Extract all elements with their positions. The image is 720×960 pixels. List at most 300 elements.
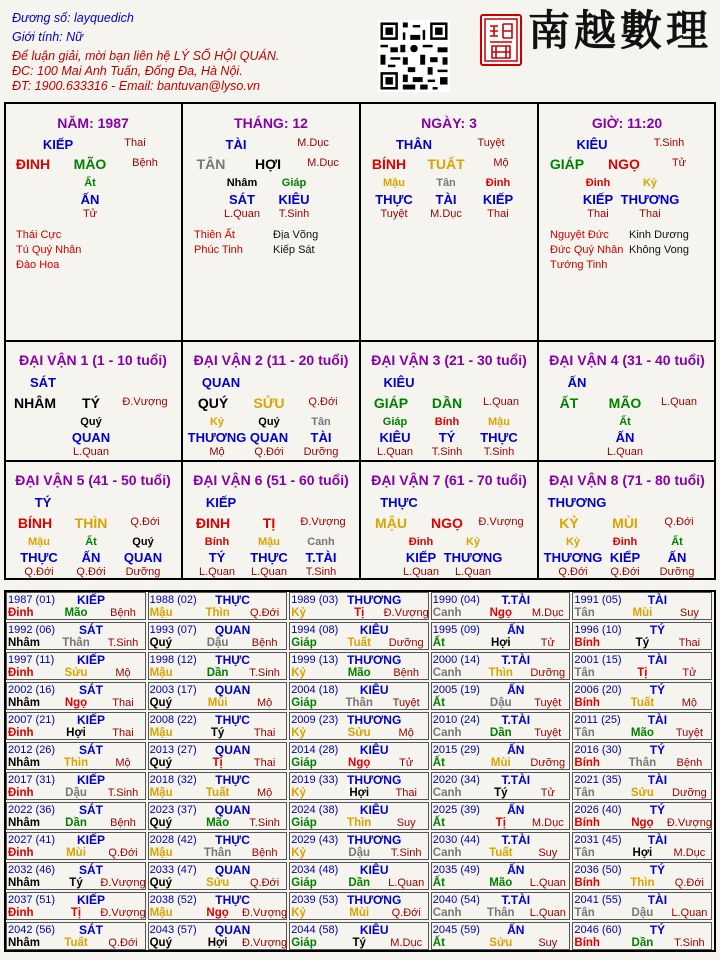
year-can: Đinh <box>8 847 34 859</box>
address-line: ĐC: 100 Mai Anh Tuấn, Đống Đa, Hà Nội. <box>12 64 243 78</box>
hidden-truong: L.Quan <box>72 446 110 458</box>
year-chi: Sửu <box>630 787 654 799</box>
year-truong: Thai <box>678 637 701 649</box>
dai-van-chi-truong: L.Quan <box>660 396 698 408</box>
year-label: 2024 (38) <box>291 804 339 816</box>
hidden-can: Quý <box>132 536 154 548</box>
year-star: T.TÀI <box>501 713 531 727</box>
year-star: THƯƠNG <box>347 593 402 607</box>
year-truong: Thai <box>253 757 276 769</box>
year-star: QUAN <box>214 683 251 697</box>
dai-van-star: ẤN <box>567 375 587 390</box>
year-can: Đinh <box>8 907 34 919</box>
hidden-can: Ất <box>619 416 631 428</box>
year-star: ẤN <box>507 923 525 937</box>
dai-van-star: TÝ <box>34 495 52 510</box>
year-can: Canh <box>432 907 462 919</box>
dai-van-chi-truong: L.Quan <box>482 396 520 408</box>
year-truong: Đ.Vượng <box>100 907 146 919</box>
year-star: T.TÀI <box>501 773 531 787</box>
year-chi: Mùi <box>349 907 370 919</box>
hidden-truong: M.Dục <box>430 208 462 220</box>
dai-van-chi-truong: Đ.Vượng <box>122 396 168 408</box>
year-truong: Dưỡng <box>388 637 424 649</box>
hidden-star: QUAN <box>123 550 163 565</box>
year-truong: Thai <box>253 727 276 739</box>
year-label: 2010 (24) <box>432 714 480 726</box>
hidden-star: SÁT <box>229 192 255 207</box>
than-sat: Tướng Tinh <box>550 259 608 271</box>
than-sat: Địa Võng <box>273 229 319 241</box>
pillar-chi: TUẤT <box>427 156 465 172</box>
dai-van-chi: NGỌ <box>431 515 463 531</box>
year-can: Giáp <box>291 757 317 769</box>
year-label: 2021 (35) <box>574 774 622 786</box>
year-star: KIÊU <box>359 683 389 697</box>
year-label: 2014 (28) <box>291 744 339 756</box>
year-label: 2020 (34) <box>432 774 480 786</box>
year-star: KIÊU <box>359 743 389 757</box>
year-can: Đinh <box>8 607 34 619</box>
year-chi: Ngọ <box>631 817 654 829</box>
year-chi: Tị <box>495 817 506 829</box>
hidden-truong: Thai <box>639 208 661 220</box>
year-truong: Dưỡng <box>672 787 707 799</box>
year-truong: L.Quan <box>529 907 566 919</box>
year-star: QUAN <box>214 743 251 757</box>
dai-van-chi: TÝ <box>82 395 100 411</box>
year-star: TÀI <box>647 773 668 787</box>
year-truong: Tuyệt <box>534 727 562 739</box>
year-truong: Mộ <box>256 787 273 799</box>
year-can: Đinh <box>8 787 34 799</box>
year-can: Quý <box>149 817 172 829</box>
pillar-header: NGÀY: 3 <box>421 115 477 131</box>
year-can: Bính <box>574 937 600 949</box>
year-can: Canh <box>432 727 462 739</box>
year-star: KIÊU <box>359 923 389 937</box>
year-truong: Bệnh <box>251 637 278 649</box>
hidden-star: KIẾP <box>582 192 614 207</box>
year-truong: Tử <box>540 787 555 799</box>
year-truong: L.Quan <box>671 907 708 919</box>
year-truong: Mộ <box>256 697 273 709</box>
year-label: 2030 (44) <box>432 834 480 846</box>
dai-van-star: THỰC <box>380 495 418 510</box>
year-star: QUAN <box>214 863 251 877</box>
year-star: KIẾP <box>76 773 106 787</box>
hidden-can: Đinh <box>612 536 638 548</box>
year-star: ẤN <box>507 863 525 877</box>
hidden-can: Đinh <box>408 536 434 548</box>
hidden-can: Giáp <box>382 416 408 428</box>
year-label: 2038 (52) <box>149 894 197 906</box>
year-truong: T.Sinh <box>674 937 705 949</box>
hidden-truong: T.Sinh <box>278 208 310 220</box>
year-truong: Bệnh <box>393 667 420 679</box>
year-star: TÝ <box>649 743 666 757</box>
year-chi: Tuất <box>489 847 513 859</box>
year-chi: Mão <box>64 607 88 619</box>
dai-van-header: ĐẠI VẬN 5 (41 - 50 tuổi) <box>15 472 171 488</box>
year-chi: Ngọ <box>489 607 512 619</box>
year-truong: Suy <box>538 847 558 859</box>
year-can: Giáp <box>291 937 317 949</box>
than-sat: Không Vong <box>629 244 689 256</box>
year-chi: Hợi <box>490 637 511 649</box>
year-truong: T.Sinh <box>249 817 280 829</box>
dai-van-chi-truong: Đ.Vượng <box>300 516 346 528</box>
year-star: TÀI <box>647 833 668 847</box>
dai-van-chi: MÙI <box>612 515 638 531</box>
hidden-truong: T.Sinh <box>483 446 515 458</box>
year-label: 1993 (07) <box>149 624 197 636</box>
dai-van-chi: DẦN <box>431 395 463 411</box>
year-label: 1998 (12) <box>149 654 197 666</box>
pillar-chi-truong: M.Dục <box>307 157 339 169</box>
year-chi: Thân <box>62 637 90 649</box>
year-chi: Mão <box>206 817 230 829</box>
year-label: 2013 (27) <box>149 744 197 756</box>
year-can: Kỷ <box>291 607 306 619</box>
year-star: THỰC <box>215 893 250 907</box>
year-label: 1987 (01) <box>8 594 56 606</box>
year-star: T.TÀI <box>501 833 531 847</box>
year-can: Bính <box>574 757 600 769</box>
year-can: Ất <box>432 937 445 949</box>
owner-name: Đương số: layquedich <box>12 11 134 25</box>
year-label: 2009 (23) <box>291 714 339 726</box>
year-label: 2015 (29) <box>432 744 480 756</box>
hidden-star: KIÊU <box>278 192 310 207</box>
year-star: QUAN <box>214 623 251 637</box>
year-truong: M.Dục <box>531 607 564 619</box>
year-chi: Dậu <box>65 787 87 799</box>
year-star: THƯƠNG <box>347 773 402 787</box>
dai-van-can: KỶ <box>559 515 579 531</box>
qr-code-icon[interactable] <box>378 20 450 92</box>
year-can: Mậu <box>149 847 173 859</box>
hidden-truong: T.Sinh <box>431 446 463 458</box>
year-truong: Tử <box>399 757 414 769</box>
year-truong: T.Sinh <box>107 787 139 799</box>
gender: Giới tính: Nữ <box>12 30 84 44</box>
than-sat: Thái Cực <box>16 229 62 241</box>
year-star: THƯƠNG <box>347 713 402 727</box>
hidden-truong: L.Quan <box>606 446 644 458</box>
hidden-star: ẤN <box>81 550 101 565</box>
year-label: 2033 (47) <box>149 864 197 876</box>
dai-van-chi-truong: Đ.Vượng <box>478 516 524 528</box>
dai-van-chi-truong: Q.Đới <box>308 396 338 408</box>
year-label: 2031 (45) <box>574 834 622 846</box>
year-chi: Dần <box>348 877 371 889</box>
hidden-can: Quý <box>258 416 280 428</box>
year-label: 2003 (17) <box>149 684 197 696</box>
year-label: 1988 (02) <box>149 594 197 606</box>
year-star: KIẾP <box>76 833 106 847</box>
year-can: Canh <box>432 847 462 859</box>
year-chi: Dậu <box>206 637 229 649</box>
year-label: 2032 (46) <box>8 864 56 876</box>
year-label: 2036 (50) <box>574 864 622 876</box>
year-chi: Hợi <box>349 787 370 799</box>
year-chi: Sửu <box>347 727 371 739</box>
year-star: TÝ <box>649 623 666 637</box>
year-chi: Dậu <box>489 697 512 709</box>
hidden-can: Tân <box>311 416 331 428</box>
year-chi: Thìn <box>63 757 89 769</box>
year-chi: Tý <box>352 937 366 949</box>
year-star: THỰC <box>215 593 250 607</box>
year-star: ẤN <box>507 803 525 817</box>
year-label: 2004 (18) <box>291 684 339 696</box>
year-label: 2045 (59) <box>432 924 480 936</box>
dai-van-star: KIÊU <box>383 375 415 390</box>
pillar-can: BÍNH <box>371 156 407 172</box>
year-star: THƯƠNG <box>347 893 402 907</box>
dai-van-star: THƯƠNG <box>547 495 607 510</box>
pillar-chi: NGỌ <box>608 156 640 172</box>
pillar-star: KIÊU <box>576 137 608 152</box>
pillar-can: TÂN <box>196 156 226 172</box>
hidden-can: Bính <box>204 536 230 548</box>
year-can: Quý <box>149 877 172 889</box>
year-truong: Tuyệt <box>392 697 420 709</box>
dai-van-can: QUÝ <box>197 395 229 411</box>
year-label: 1994 (08) <box>291 624 339 636</box>
year-star: QUAN <box>214 923 251 937</box>
pillar-can: GIÁP <box>549 156 585 172</box>
year-chi: Thìn <box>488 667 513 679</box>
year-can: Nhâm <box>8 877 40 889</box>
year-chi: Tị <box>70 907 82 919</box>
year-can: Tân <box>574 607 595 619</box>
year-chi: Mùi <box>490 757 511 769</box>
year-chi: Mão <box>489 877 513 889</box>
year-can: Mậu <box>149 607 173 619</box>
year-chi: Tý <box>494 787 508 799</box>
seal-logo <box>480 14 522 66</box>
hidden-star: KIẾP <box>482 192 514 207</box>
pillar-chi: MÃO <box>73 156 107 172</box>
hidden-star: TÀI <box>310 430 332 445</box>
year-star: THỰC <box>215 833 250 847</box>
year-star: KIÊU <box>359 803 389 817</box>
year-chi: Tị <box>354 607 365 619</box>
hidden-star: THƯƠNG <box>187 430 247 445</box>
year-star: TÝ <box>649 863 666 877</box>
year-truong: Đ.Vượng <box>242 907 288 919</box>
year-can: Đinh <box>8 667 34 679</box>
year-label: 2035 (49) <box>432 864 480 876</box>
year-can: Giáp <box>291 817 317 829</box>
year-truong: Bệnh <box>251 847 278 859</box>
year-can: Ất <box>432 637 445 649</box>
hidden-can: Ất <box>671 536 683 548</box>
year-can: Mậu <box>149 787 173 799</box>
header <box>0 0 720 100</box>
year-chi: Tý <box>635 637 650 649</box>
hidden-star: THƯƠNG <box>443 550 503 565</box>
year-star: THƯƠNG <box>347 653 402 667</box>
year-truong: Thai <box>112 697 134 709</box>
year-label: 2022 (36) <box>8 804 56 816</box>
than-sat: Phúc Tinh <box>194 244 243 256</box>
hidden-truong: Q.Đới <box>76 566 106 578</box>
year-star: SÁT <box>79 863 103 877</box>
year-label: 2044 (58) <box>291 924 339 936</box>
pillar-can: ĐINH <box>15 156 51 172</box>
dai-van-header: ĐẠI VẬN 8 (71 - 80 tuổi) <box>549 472 705 488</box>
year-truong: Q.Đới <box>108 847 138 859</box>
year-can: Ất <box>432 697 445 709</box>
year-truong: Bệnh <box>676 757 703 769</box>
year-truong: Đ.Vượng <box>383 607 429 619</box>
year-star: THỰC <box>215 653 250 667</box>
year-star: T.TÀI <box>501 653 531 667</box>
year-star: KIÊU <box>359 623 389 637</box>
pillar-chi-truong: Bệnh <box>132 157 158 169</box>
year-truong: Suy <box>538 937 558 949</box>
year-truong: Tuyệt <box>675 727 703 739</box>
year-chi: Tý <box>210 727 225 739</box>
hidden-truong: T.Sinh <box>305 566 337 578</box>
year-chi: Thân <box>487 907 515 919</box>
year-label: 2016 (30) <box>574 744 622 756</box>
year-label: 2040 (54) <box>432 894 480 906</box>
year-can: Nhâm <box>8 817 40 829</box>
hidden-star: ẤN <box>80 192 100 207</box>
than-sat: Nguyệt Đức <box>550 229 609 241</box>
hidden-truong: Q.Đới <box>610 566 640 578</box>
year-label: 2046 (60) <box>574 924 622 936</box>
hidden-truong: Q.Đới <box>558 566 588 578</box>
hidden-can: Kỷ <box>209 416 225 428</box>
year-chi: Dậu <box>348 847 371 859</box>
year-truong: Thai <box>112 727 134 739</box>
dai-van-chi-truong: Q.Đới <box>664 516 694 528</box>
hidden-can: Mậu <box>383 177 405 189</box>
hidden-star: THƯƠNG <box>543 550 603 565</box>
year-truong: Đ.Vượng <box>242 937 288 949</box>
year-label: 2017 (31) <box>8 774 56 786</box>
year-star: ẤN <box>507 683 525 697</box>
year-can: Ất <box>432 757 445 769</box>
hidden-star: KIÊU <box>379 430 411 445</box>
dai-van-header: ĐẠI VẬN 4 (31 - 40 tuổi) <box>549 352 705 368</box>
year-label: 2028 (42) <box>149 834 197 846</box>
hidden-star: ẤN <box>667 550 687 565</box>
year-star: SÁT <box>79 803 103 817</box>
year-chi: Thìn <box>630 877 655 889</box>
hidden-truong: Q.Đới <box>24 566 54 578</box>
year-star: KIẾP <box>76 653 106 667</box>
dai-van-star: SÁT <box>30 375 56 390</box>
hidden-truong: L.Quan <box>402 566 440 578</box>
year-truong: Tử <box>682 667 697 679</box>
year-star: TÀI <box>647 653 668 667</box>
dai-van-chi: MÃO <box>608 395 642 411</box>
year-can: Giáp <box>291 637 317 649</box>
hidden-star: ẤN <box>615 430 635 445</box>
year-truong: Q.Đới <box>674 877 704 889</box>
dai-van-chi: TỊ <box>262 515 276 531</box>
year-label: 2005 (19) <box>432 684 480 696</box>
pillar-chi: HỢI <box>255 156 281 172</box>
year-truong: T.Sinh <box>107 637 139 649</box>
year-star: QUAN <box>214 803 251 817</box>
year-can: Ất <box>432 817 445 829</box>
year-star: SÁT <box>79 623 103 637</box>
hidden-can: Giáp <box>281 177 307 189</box>
hidden-can: Canh <box>307 536 335 548</box>
year-can: Quý <box>149 637 172 649</box>
year-label: 2007 (21) <box>8 714 56 726</box>
year-chi: Dần <box>489 727 512 739</box>
year-truong: Bệnh <box>110 817 136 829</box>
year-label: 2039 (53) <box>291 894 339 906</box>
hidden-star: T.TÀI <box>305 550 337 565</box>
hidden-truong: L.Quan <box>198 566 236 578</box>
pillar-header: GIỜ: 11:20 <box>591 115 663 131</box>
seal-glyph-icon <box>482 16 520 64</box>
year-chi: Ngọ <box>206 907 229 919</box>
pillar-star: THÂN <box>395 137 433 152</box>
year-chi: Tý <box>69 877 83 889</box>
year-label: 2012 (26) <box>8 744 56 756</box>
year-can: Nhâm <box>8 637 40 649</box>
year-star: TÝ <box>649 803 666 817</box>
hidden-can: Kỷ <box>642 177 658 189</box>
hidden-star: TÀI <box>435 192 457 207</box>
year-can: Mậu <box>149 727 173 739</box>
year-label: 1989 (03) <box>291 594 339 606</box>
dai-van-can: ẤT <box>559 395 579 411</box>
year-label: 2042 (56) <box>8 924 56 936</box>
year-star: THƯƠNG <box>347 833 402 847</box>
year-star: TÝ <box>649 923 666 937</box>
year-can: Giáp <box>291 697 317 709</box>
year-chi: Dậu <box>631 907 654 919</box>
pillar-truong: Tuyệt <box>477 137 505 149</box>
dai-van-header: ĐẠI VẬN 6 (51 - 60 tuổi) <box>193 472 349 488</box>
year-can: Quý <box>149 697 172 709</box>
hidden-can: Nhâm <box>226 177 258 189</box>
year-star: T.TÀI <box>501 893 531 907</box>
phone-email-line: ĐT: 1900.633316 - Email: bantuvan@lyso.vn <box>12 79 261 93</box>
year-can: Tân <box>574 787 595 799</box>
dai-van-header: ĐẠI VẬN 2 (11 - 20 tuổi) <box>193 352 349 368</box>
year-can: Nhâm <box>8 757 40 769</box>
year-chi: Thìn <box>205 607 230 619</box>
hidden-truong: Mộ <box>209 446 225 458</box>
dai-van-header: ĐẠI VẬN 1 (1 - 10 tuổi) <box>19 352 167 368</box>
year-label: 1996 (10) <box>574 624 622 636</box>
dai-van-star: QUAN <box>201 375 241 390</box>
dai-van-chi: SỬU <box>253 395 285 411</box>
hidden-star: TÝ <box>438 430 456 445</box>
year-star: THỰC <box>215 713 250 727</box>
pillar-truong: M.Dục <box>297 137 329 149</box>
year-star: TÝ <box>649 683 666 697</box>
hidden-truong: Thai <box>587 208 609 220</box>
year-star: TÀI <box>647 593 668 607</box>
year-chi: Mão <box>630 727 654 739</box>
year-truong: Suy <box>679 607 699 619</box>
year-chi: Tị <box>637 667 648 679</box>
year-chi: Ngọ <box>348 757 371 769</box>
